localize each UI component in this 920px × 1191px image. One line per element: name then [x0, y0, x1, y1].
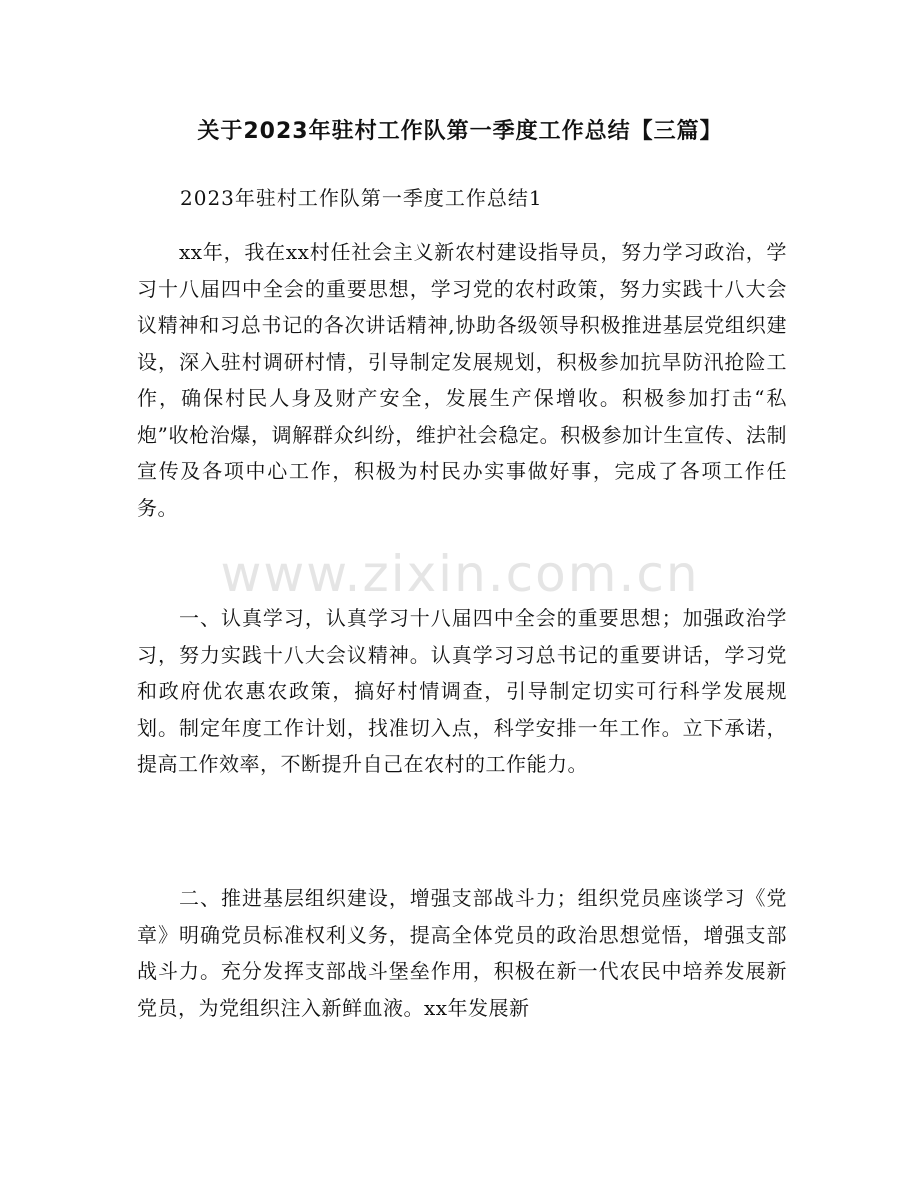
body-paragraph: xx年，我在xx村任社会主义新农村建设指导员，努力学习政治，学习十八届四中全会的重要思想，学习党的农村政策，努力实践十八大会议精神和习总书记的各次讲话精神,协助各级领导积极推进基层党组织建设，深入驻村调研村情，引导制定发展规划，积极参加抗旱防汛抢险工作，确保村民人身及财产安全，发展生产保增收。积极参加打击“私炮”收枪治爆，调解群众纠纷，维护社会稳定。积极参加计生宣传、法制宣传及各项中心工作，积极为村民办实事做好事，完成了各项工作任务。 — [137, 240, 787, 520]
body-paragraph: 一、认真学习，认真学习十八届四中全会的重要思想；加强政治学习，努力实践十八大会议精神。认真学习习总书记的重要讲话，学习党和政府优农惠农政策，搞好村情调查，引导制定切实可行科学发展规划。制定年度工作计划，找准切入点，科学安排一年工作。立下承诺，提高工作效率，不断提升自己在农村的工作能力。 — [137, 606, 787, 776]
body-paragraph: 二、推进基层组织建设，增强支部战斗力；组织党员座谈学习《党章》明确党员标准权利义务，提高全体党员的政治思想觉悟，增强支部战斗力。充分发挥支部战斗堡垒作用，积极在新一代农民中培养发展新党员，为党组织注入新鲜血液。xx年发展新 — [137, 886, 787, 1020]
section-heading: 2023年驻村工作队第一季度工作总结1 — [180, 186, 543, 210]
document-title: 关于2023年驻村工作队第一季度工作总结【三篇】 — [197, 119, 723, 144]
watermark: www.zixin.com.cn — [220, 545, 700, 603]
